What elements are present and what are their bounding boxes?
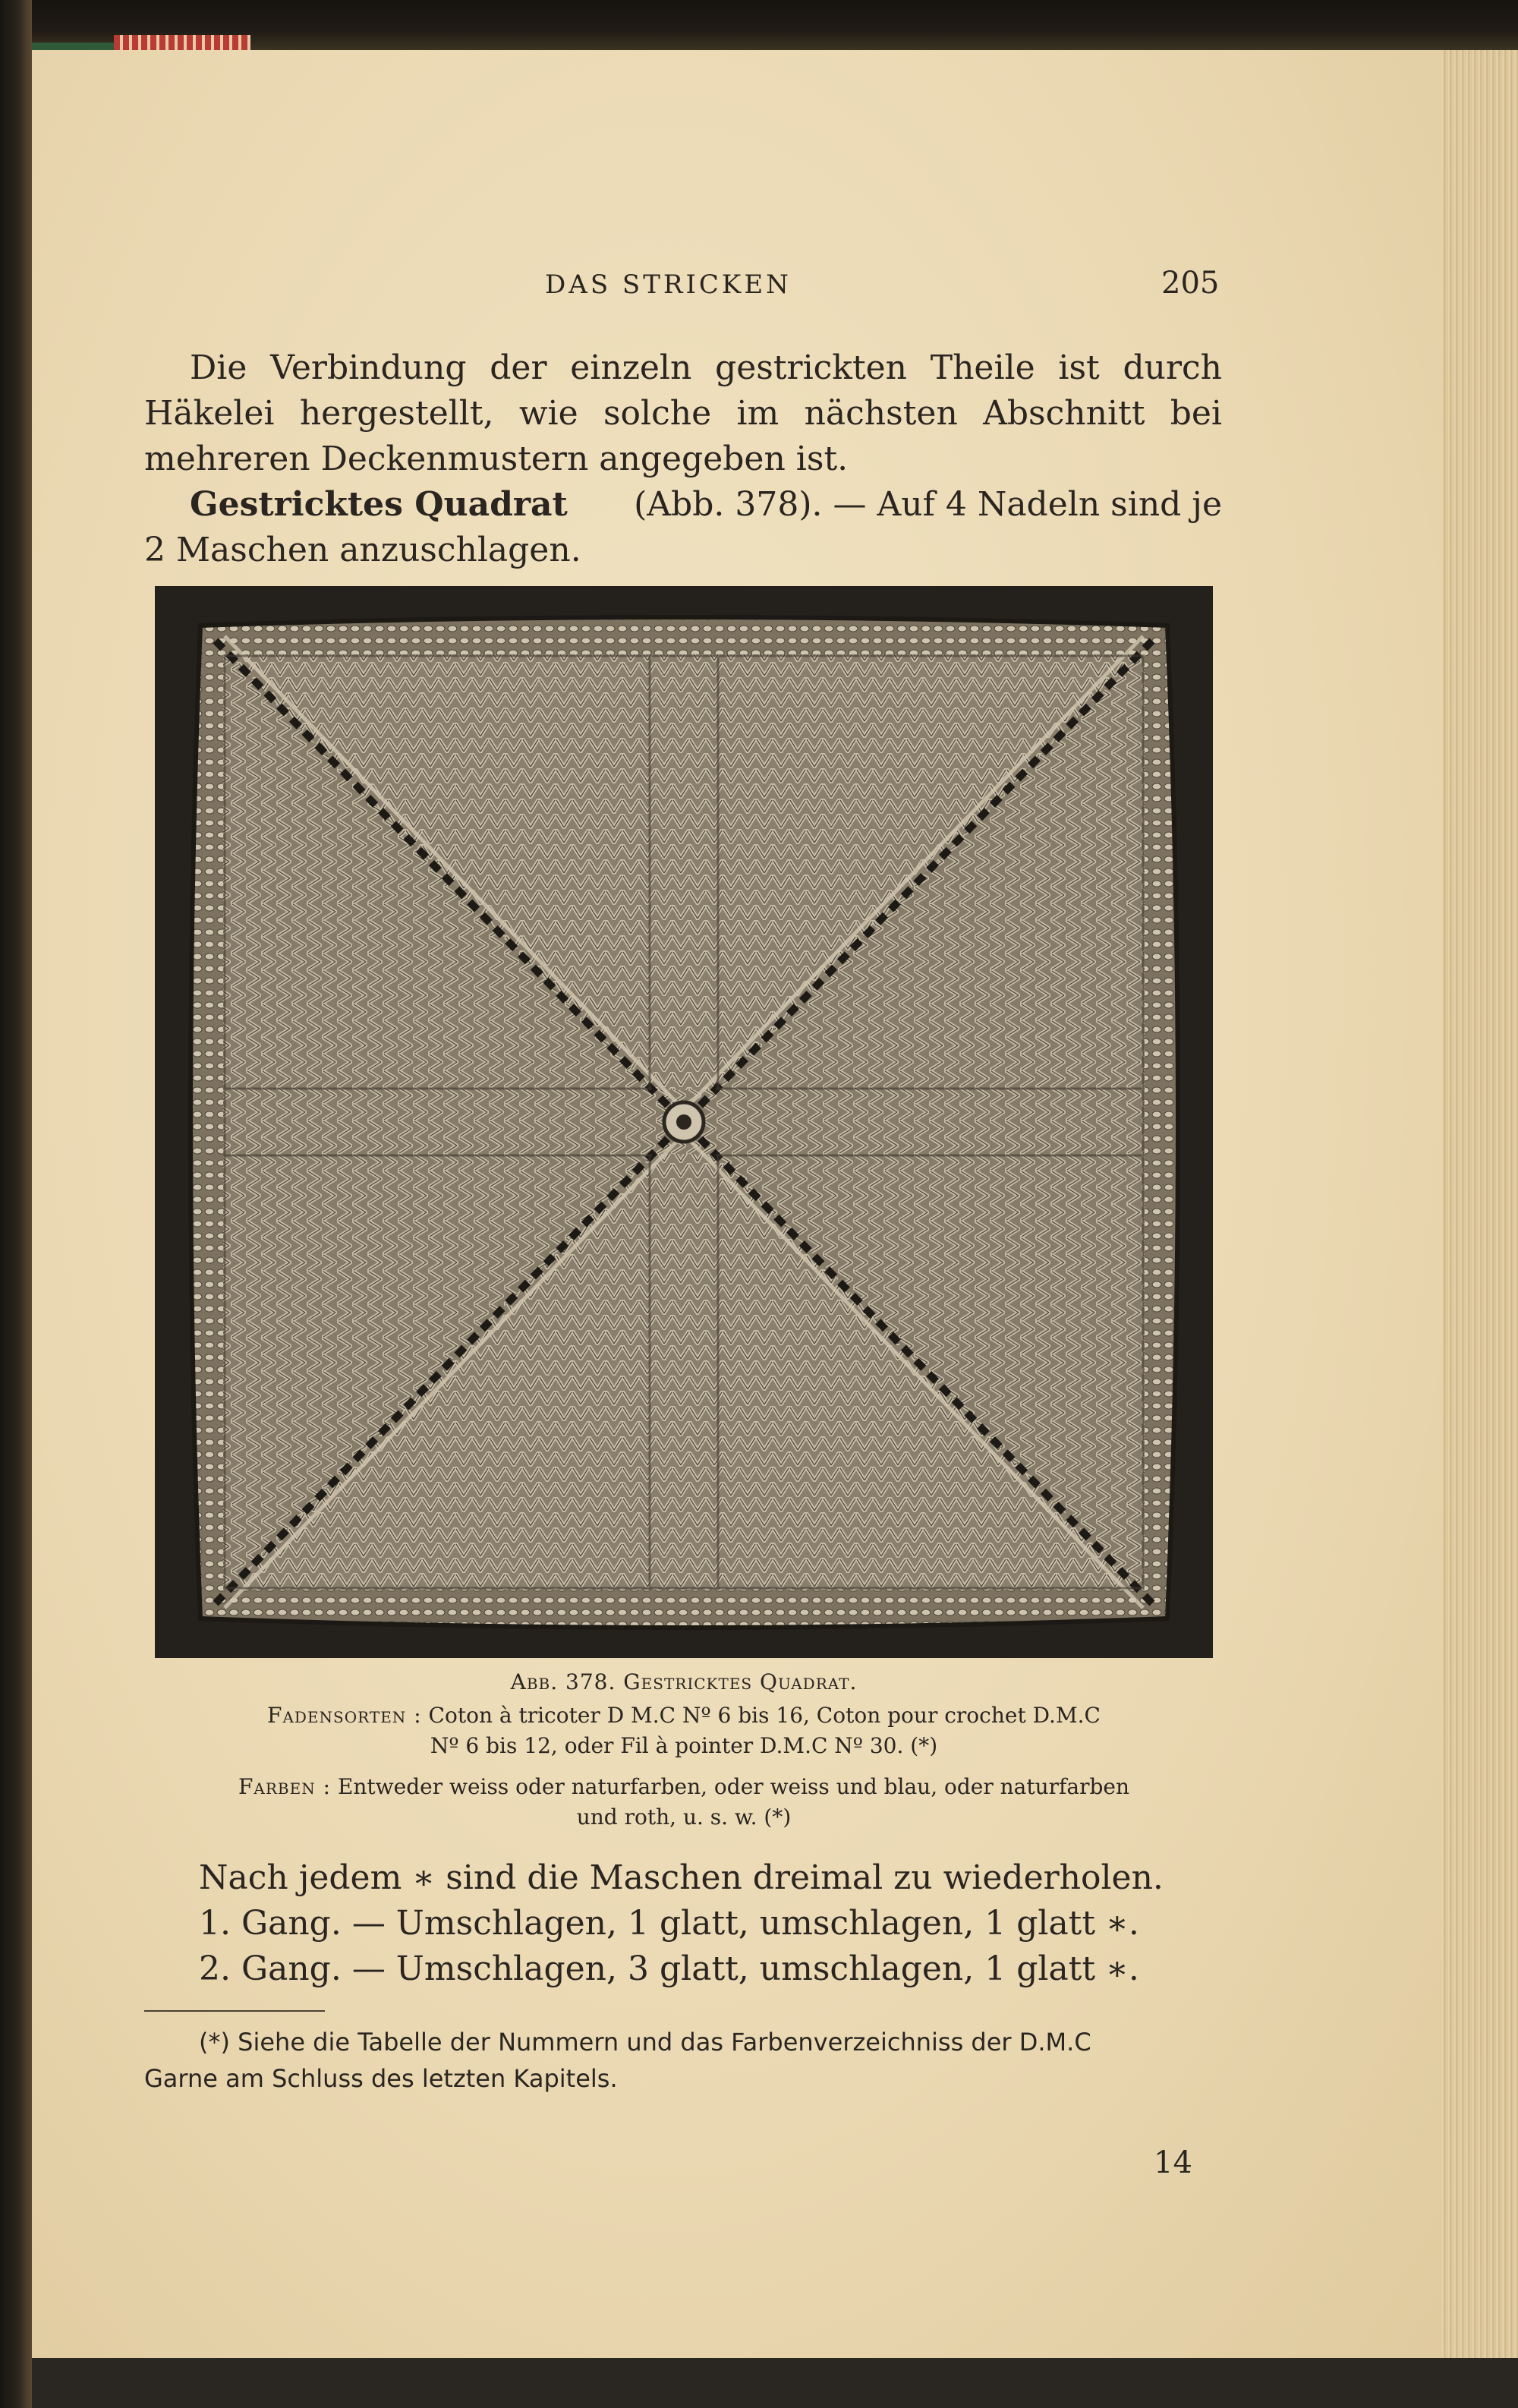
section-heading: Gestricktes Quadrat (190, 485, 568, 524)
fadensorten-label: Fadensorten : (267, 1703, 422, 1728)
intro-line-1: Die Verbindung der einzeln gestrickten Theile ist durch (190, 348, 1222, 387)
fadensorten-line-1 (155, 1700, 1213, 1731)
footnote-rule (144, 2010, 325, 2012)
section-line-1 (190, 482, 1222, 528)
fadensorten-text-1: Coton à tricoter D M.C Nº 6 bis 16, Coton pour crochet D.M.C (428, 1703, 1101, 1728)
signature-mark: 14 (1154, 2145, 1192, 2180)
intro-line-2: Häkelei hergestellt, wie solche im nächsten Abschnitt bei (144, 394, 1222, 433)
intro-line-3: mehreren Deckenmustern angegeben ist. (144, 440, 849, 478)
knitted-square-figure (155, 586, 1213, 1658)
footnote-line-1: (*) Siehe die Tabelle der Nummern und das Farbenverzeichniss der D.M.C (199, 2028, 1091, 2057)
fadensorten-line-2: Nº 6 bis 12, oder Fil à pointer D.M.C Nº 30. (*) (430, 1733, 938, 1758)
running-head: DAS STRICKEN (545, 269, 792, 300)
striped-bookmark (114, 35, 250, 52)
farben-text-1: Entweder weiss oder naturfarben, oder weiss und blau, oder naturfarben (337, 1774, 1129, 1799)
page-number: 205 (1161, 266, 1220, 301)
section-line-2: 2 Maschen anzuschlagen. (144, 531, 581, 569)
book-spine (0, 0, 32, 2408)
page-edges (1441, 50, 1518, 2358)
instruction-line-2: 1. Gang. — Umschlagen, 1 glatt, umschlagen, 1 glatt ∗. (199, 1904, 1139, 1943)
figure-caption: Abb. 378. Gestricktes Quadrat. (510, 1669, 858, 1694)
instruction-line-1: Nach jedem ∗ sind die Maschen dreimal zu wiederholen. (199, 1858, 1164, 1897)
instruction-line-3: 2. Gang. — Umschlagen, 3 glatt, umschlagen, 1 glatt ∗. (199, 1949, 1139, 1988)
farben-line-2: und roth, u. s. w. (*) (576, 1804, 792, 1830)
knitted-square-illustration (155, 586, 1213, 1658)
farben-label: Farben : (238, 1774, 332, 1799)
footnote-line-2: Garne am Schluss des letzten Kapitels. (144, 2064, 618, 2093)
farben-line-1 (140, 1772, 1228, 1802)
section-line-1-rest: (Abb. 378). — Auf 4 Nadeln sind je (634, 485, 1222, 524)
